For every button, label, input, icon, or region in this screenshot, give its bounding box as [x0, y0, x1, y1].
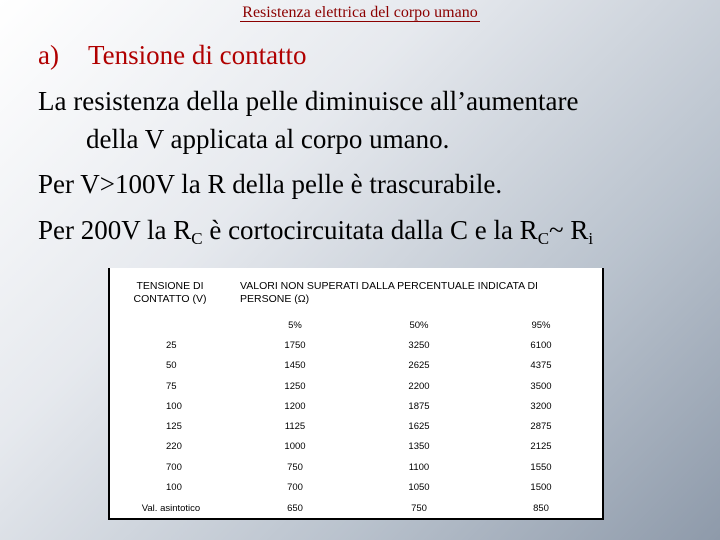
- row-value-5: 700: [287, 482, 303, 493]
- row-voltage: 700: [166, 462, 182, 473]
- row-voltage: 100: [166, 482, 182, 493]
- row-value-95: 3200: [530, 401, 552, 412]
- body-line-4-part-b: è cortocircuitata dalla C e la R: [202, 215, 538, 245]
- row-value-5: 1750: [284, 340, 306, 351]
- percent-header-5: 5%: [288, 320, 302, 331]
- body-line-3: Per V>100V la R della pelle è trascurabile.: [38, 169, 503, 199]
- row-voltage: 75: [166, 381, 177, 392]
- row-value-5: 1000: [284, 441, 306, 452]
- row-voltage: 25: [166, 340, 177, 351]
- row-value-50: 2200: [408, 381, 430, 392]
- row-value-95: 6100: [530, 340, 552, 351]
- body-line-4-part-c: ~ R: [549, 215, 589, 245]
- row-value-95: 2875: [530, 421, 552, 432]
- row-value-5: 750: [287, 462, 303, 473]
- col-header-values: [240, 280, 600, 306]
- row-value-50: 1100: [408, 462, 430, 473]
- body-line-4-part-a: Per 200V la R: [38, 215, 192, 245]
- subscript-i: i: [588, 229, 594, 248]
- body-line-2: della V applicata al corpo umano.: [86, 124, 450, 154]
- row-value-50: 750: [411, 503, 427, 514]
- section-title: Tensione di contatto: [88, 40, 307, 70]
- row-value-50: 3250: [408, 340, 430, 351]
- col-header-voltage: [114, 280, 226, 306]
- row-value-50: 1625: [408, 421, 430, 432]
- row-voltage: 125: [166, 421, 182, 432]
- row-value-50: 1875: [408, 401, 430, 412]
- subscript-c-1: C: [191, 229, 203, 248]
- percent-header-50: 50%: [409, 320, 429, 331]
- col-header-voltage-line-1: TENSIONE DI: [136, 280, 204, 292]
- row-value-5: 1250: [284, 381, 306, 392]
- body-line-4: [38, 215, 593, 246]
- row-value-5: 1450: [284, 360, 306, 371]
- row-value-95: 3500: [530, 381, 552, 392]
- row-value-5: 650: [287, 503, 303, 514]
- row-value-95: 1500: [530, 482, 552, 493]
- row-value-50: 1350: [408, 441, 430, 452]
- slide-header-title: Resistenza elettrica del corpo umano: [242, 4, 478, 21]
- row-value-5: 1200: [284, 401, 306, 412]
- row-voltage: Val. asintotico: [141, 503, 201, 514]
- row-value-95: 1550: [530, 462, 552, 473]
- row-voltage: 220: [166, 441, 182, 452]
- section-marker: a): [38, 40, 59, 70]
- col-header-values-line-2: PERSONE (Ω): [240, 293, 310, 305]
- col-header-voltage-line-2: CONTATTO (V): [133, 293, 207, 305]
- row-value-95: 850: [533, 503, 549, 514]
- subscript-c-2: C: [537, 229, 550, 248]
- row-value-50: 1050: [408, 482, 430, 493]
- resistance-table: [108, 268, 604, 520]
- percent-header-95: 95%: [531, 320, 551, 331]
- row-voltage: 100: [166, 401, 182, 412]
- row-value-95: 4375: [530, 360, 552, 371]
- body-line-1: La resistenza della pelle diminuisce all’aumentare: [38, 86, 579, 116]
- row-value-50: 2625: [408, 360, 430, 371]
- row-voltage: 50: [166, 360, 177, 371]
- row-value-5: 1125: [284, 421, 306, 432]
- row-value-95: 2125: [530, 441, 552, 452]
- section-heading: [38, 40, 307, 71]
- col-header-values-line-1: VALORI NON SUPERATI DALLA PERCENTUALE INDICATA DI: [240, 280, 538, 292]
- slide-header: [0, 4, 720, 22]
